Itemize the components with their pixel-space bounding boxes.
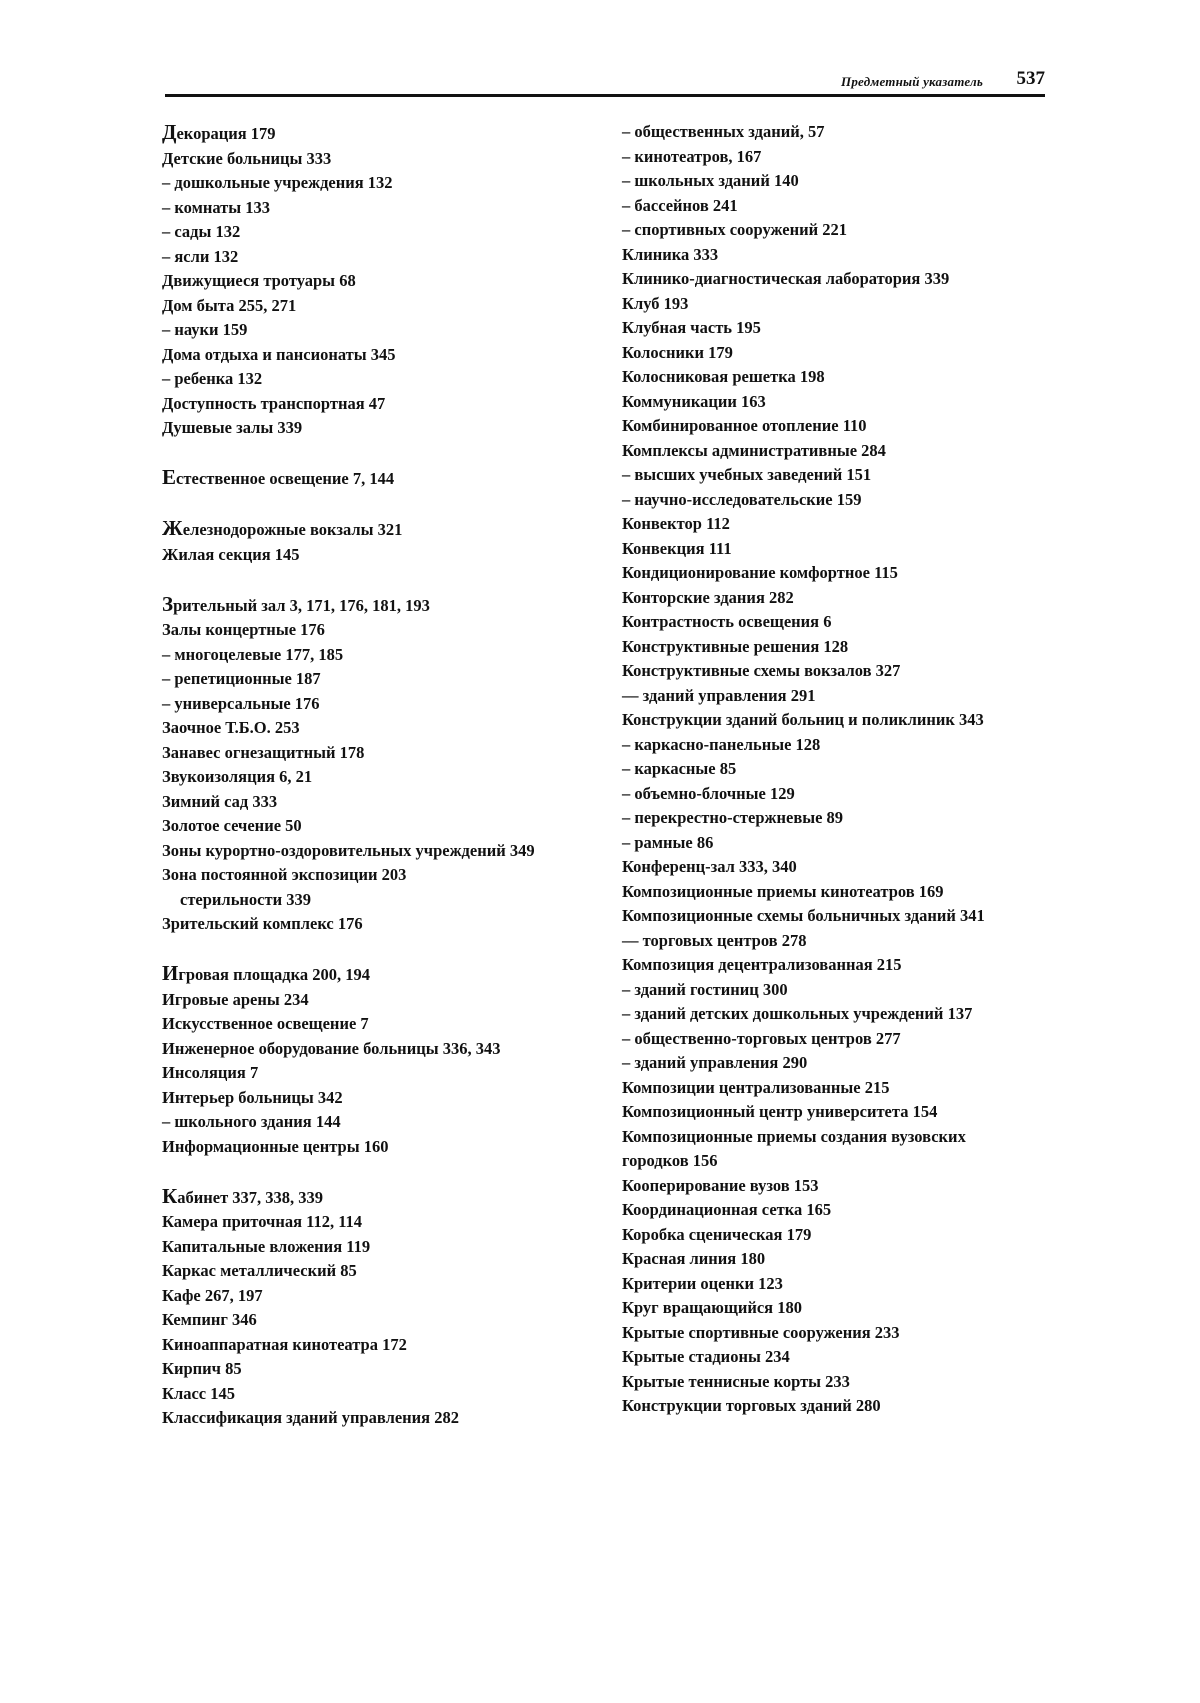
index-entry: Игровые арены 234 xyxy=(162,989,309,1009)
index-entry: Клубная часть 195 xyxy=(622,318,761,337)
index-entry: Клинико-диагностическая лаборатория 339 xyxy=(622,269,950,288)
index-gap xyxy=(162,1159,587,1184)
page-header xyxy=(165,64,1045,98)
index-entry: – науки 159 xyxy=(162,320,248,339)
index-entry: – кинотеатров, 167 xyxy=(622,146,762,166)
index-entry: – каркасные 85 xyxy=(622,759,737,778)
index-entry: – зданий управления 290 xyxy=(622,1053,808,1072)
index-entry: Конструктивные схемы вокзалов 327 xyxy=(622,661,901,680)
index-entry: Зрительный зал 3, 171, 176, 181, 193 xyxy=(162,591,430,616)
index-entry: – каркасно-панельные 128 xyxy=(622,734,821,754)
index-entry: Кемпинг 346 xyxy=(162,1310,257,1329)
index-entry: Искусственное освещение 7 xyxy=(162,1014,369,1033)
index-entry: Естественное освещение 7, 144 xyxy=(162,465,395,489)
index-entry: Коробка сценическая 179 xyxy=(622,1224,812,1244)
index-entry: – универсальные 176 xyxy=(162,693,320,713)
index-entry: Колосники 179 xyxy=(622,342,733,362)
index-entry: – общественных зданий, 57 xyxy=(622,122,825,141)
index-column-right xyxy=(622,120,1052,1419)
index-entry: – комнаты 133 xyxy=(162,197,271,217)
index-entry: Информационные центры 160 xyxy=(162,1136,389,1156)
index-entry: Кафе 267, 197 xyxy=(162,1285,263,1305)
index-entry: – рамные 86 xyxy=(622,832,714,852)
index-entry: Круг вращающийся 180 xyxy=(622,1298,802,1317)
index-entry: – общественно-торговых центров 277 xyxy=(622,1028,901,1048)
index-entry: Зимний сад 333 xyxy=(162,791,278,811)
index-entry: Занавес огнезащитный 178 xyxy=(162,742,365,762)
index-entry: Каркас металлический 85 xyxy=(162,1261,357,1280)
index-column-left xyxy=(162,120,587,1431)
index-entry: Кабинет 337, 338, 339 xyxy=(162,1183,324,1208)
index-entry: – сады 132 xyxy=(162,222,241,241)
index-entry: Киноаппаратная кинотеатра 172 xyxy=(162,1334,407,1354)
index-entry: – объемно-блочные 129 xyxy=(622,783,795,803)
index-entry: Композиционные приемы создания вузовских xyxy=(622,1126,966,1146)
index-entry: –– зданий управления 291 xyxy=(622,685,816,705)
index-entry: Координационная сетка 165 xyxy=(622,1200,832,1219)
index-entry: Композиционные приемы кинотеатров 169 xyxy=(622,881,944,901)
index-entry: – ребенка 132 xyxy=(162,369,263,388)
index-entry: Движущиеся тротуары 68 xyxy=(162,271,356,290)
index-entry: Интерьер больницы 342 xyxy=(162,1087,343,1107)
index-entry: Критерии оценки 123 xyxy=(622,1273,783,1293)
index-entry: Дома отдыха и пансионаты 345 xyxy=(162,344,396,364)
index-entry: – научно-исследовательские 159 xyxy=(622,489,862,509)
index-entry: Декорация 179 xyxy=(162,120,276,144)
index-entry: –– торговых центров 278 xyxy=(622,930,807,950)
index-gap xyxy=(162,567,587,592)
index-entry: Клиника 333 xyxy=(622,244,719,264)
index-entry: Конструкции зданий больниц и поликлиник 343 xyxy=(622,710,984,729)
index-entry: Комплексы административные 284 xyxy=(622,440,886,460)
index-entry: Зона постоянной экспозиции 203 xyxy=(162,865,407,884)
index-entry: – школьных зданий 140 xyxy=(622,171,799,190)
index-entry: Конторские здания 282 xyxy=(622,587,794,607)
index-entry: – высших учебных заведений 151 xyxy=(622,465,872,484)
index-entry: Залы концертные 176 xyxy=(162,620,325,639)
index-entry: Клуб 193 xyxy=(622,293,689,313)
index-entry: Коммуникации 163 xyxy=(622,391,766,411)
index-entry: – многоцелевые 177, 185 xyxy=(162,644,344,664)
index-entry: Конвектор 112 xyxy=(622,514,730,533)
index-entry: Золотое сечение 50 xyxy=(162,816,302,835)
index-entry: Дом быта 255, 271 xyxy=(162,295,297,315)
index-entry: Железнодорожные вокзалы 321 xyxy=(162,516,403,540)
index-entry: – перекрестно-стержневые 89 xyxy=(622,808,844,827)
index-entry: Композиционный центр университета 154 xyxy=(622,1102,938,1121)
index-entry: городков 156 xyxy=(622,1151,718,1170)
index-entry: Класс 145 xyxy=(162,1383,235,1403)
index-entry: Кирпич 85 xyxy=(162,1359,242,1378)
index-entry: – школьного здания 144 xyxy=(162,1112,341,1131)
index-entry: – дошкольные учреждения 132 xyxy=(162,173,393,192)
index-entry: Звукоизоляция 6, 21 xyxy=(162,767,313,786)
index-entry: Крытые теннисные корты 233 xyxy=(622,1371,850,1391)
index-entry: Кооперирование вузов 153 xyxy=(622,1175,819,1195)
index-entry: Композиция децентрализованная 215 xyxy=(622,955,902,974)
header-rule xyxy=(165,94,1045,97)
index-gap xyxy=(162,492,587,517)
index-entry: стерильности 339 xyxy=(180,889,311,909)
index-entry: Конференц-зал 333, 340 xyxy=(622,857,797,876)
index-entry: Инсоляция 7 xyxy=(162,1063,259,1082)
index-entry: Контрастность освещения 6 xyxy=(622,612,832,631)
index-entry: Жилая секция 145 xyxy=(162,544,300,564)
index-entry: Крытые стадионы 234 xyxy=(622,1347,790,1366)
index-entry: Камера приточная 112, 114 xyxy=(162,1212,363,1231)
index-entry: Крытые спортивные сооружения 233 xyxy=(622,1322,900,1342)
index-entry: – зданий гостиниц 300 xyxy=(622,979,788,999)
index-entry: Кондиционирование комфортное 115 xyxy=(622,563,898,582)
index-entry: Душевые залы 339 xyxy=(162,418,303,437)
index-entry: Зоны курортно-оздоровительных учреждений 349 xyxy=(162,840,535,860)
index-entry: Зрительский комплекс 176 xyxy=(162,914,363,933)
index-entry: Конструкции торговых зданий 280 xyxy=(622,1396,881,1415)
index-entry: Комбинированное отопление 110 xyxy=(622,416,867,435)
index-entry: Композиционные схемы больничных зданий 341 xyxy=(622,906,985,925)
index-entry: – репетиционные 187 xyxy=(162,669,321,688)
index-gap xyxy=(162,937,587,962)
index-entry: Доступность транспортная 47 xyxy=(162,393,386,413)
index-entry: Конвекция 111 xyxy=(622,538,732,558)
index-entry: Заочное Т.Б.О. 253 xyxy=(162,718,300,737)
index-entry: Классификация зданий управления 282 xyxy=(162,1408,459,1427)
index-entry: Игровая площадка 200, 194 xyxy=(162,961,370,985)
index-entry: – зданий детских дошкольных учреждений 137 xyxy=(622,1004,973,1023)
index-entry: Детские больницы 333 xyxy=(162,148,332,168)
index-entry: – бассейнов 241 xyxy=(622,195,738,215)
index-entry: Инженерное оборудование больницы 336, 343 xyxy=(162,1038,501,1058)
page-number: 537 xyxy=(1016,68,1045,89)
index-entry: Красная линия 180 xyxy=(622,1249,766,1268)
index-entry: – спортивных сооружений 221 xyxy=(622,220,847,239)
index-gap xyxy=(162,441,587,466)
index-entry: Колосниковая решетка 198 xyxy=(622,367,825,386)
index-entry: Композиции централизованные 215 xyxy=(622,1077,890,1097)
index-entry: – ясли 132 xyxy=(162,246,239,266)
index-entry: Капитальные вложения 119 xyxy=(162,1236,371,1256)
running-title: Предметный указатель xyxy=(841,74,983,89)
index-entry: Конструктивные решения 128 xyxy=(622,636,849,656)
